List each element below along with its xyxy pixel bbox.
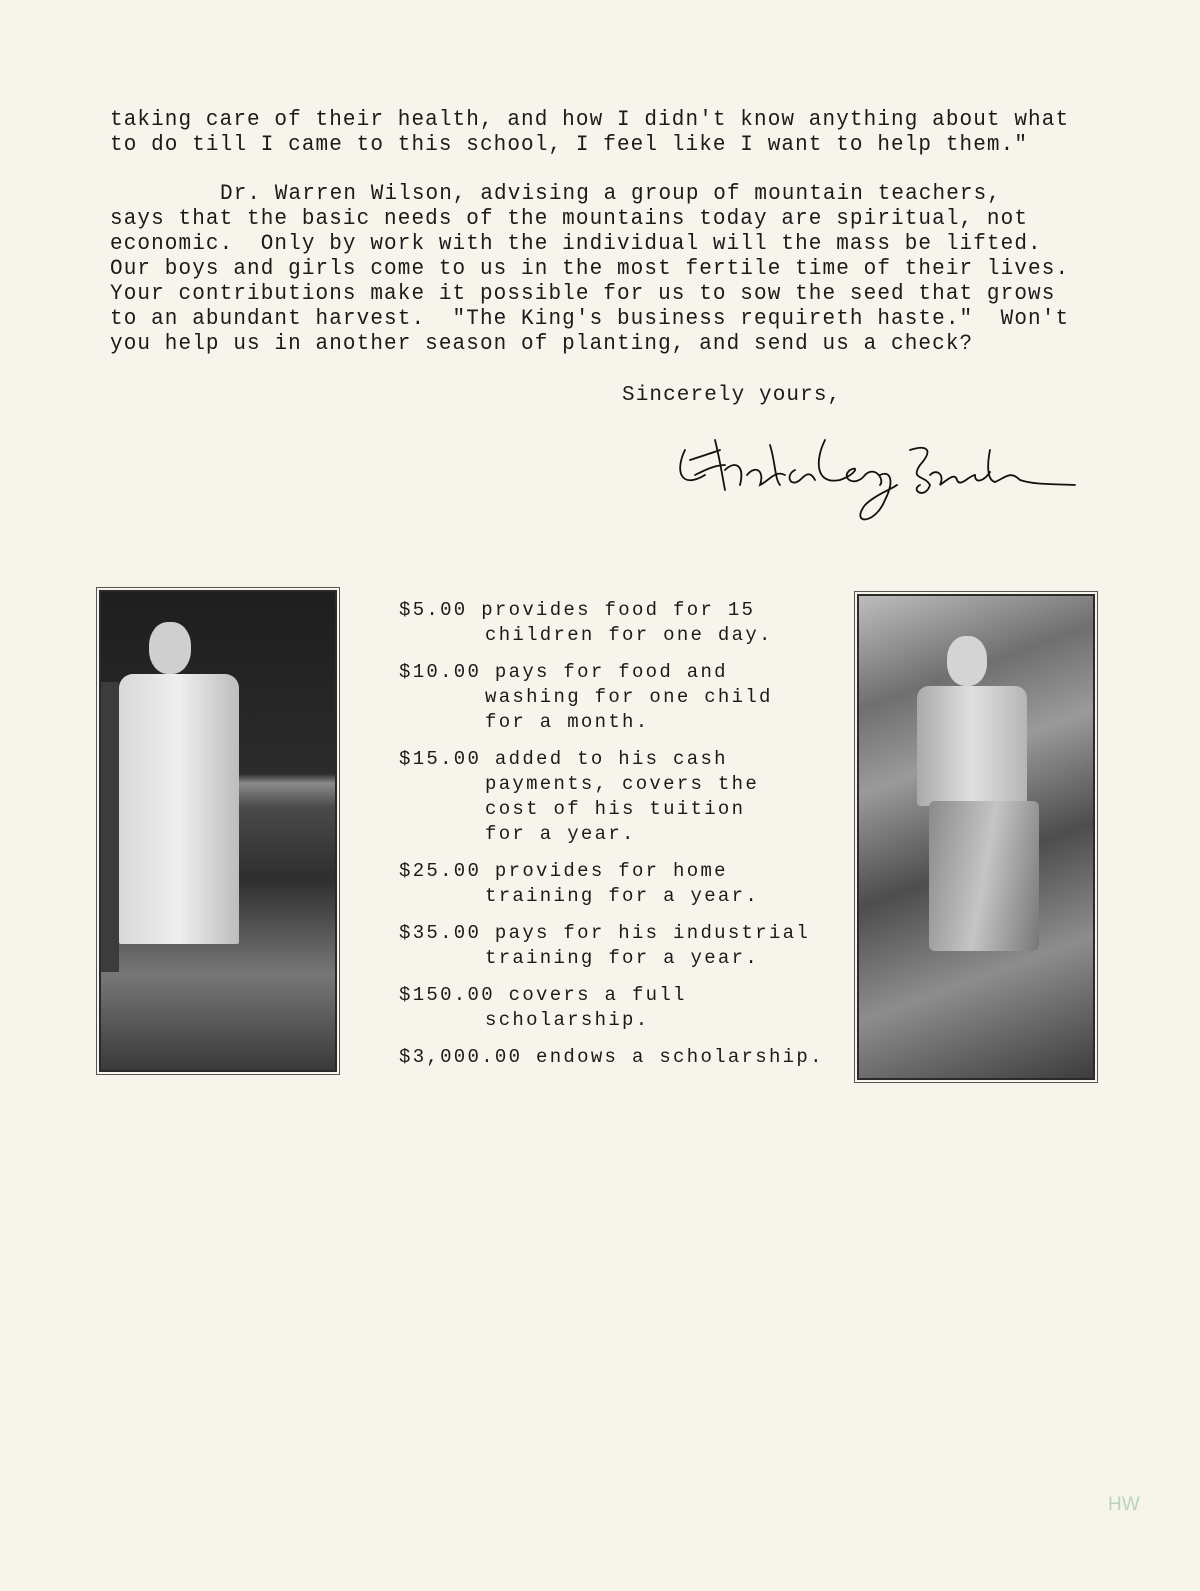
- donation-text: endows a scholarship.: [536, 1046, 824, 1068]
- donation-text: pays for his industrial: [494, 922, 811, 944]
- donation-text-continued: for a year.: [485, 823, 636, 845]
- donation-item: [399, 983, 839, 1033]
- letter-line: Our boys and girls come to us in the most fertile time of their lives.: [110, 257, 1070, 282]
- donation-item: [399, 598, 839, 648]
- letter-line: economic. Only by work with the individual will the mass be lifted.: [110, 232, 1042, 257]
- donation-amount: $5.00: [399, 599, 468, 621]
- donation-list: [399, 598, 839, 1082]
- donation-text-continued: cost of his tuition: [485, 798, 746, 820]
- figure-dress: [119, 674, 239, 944]
- letter-line: to do till I came to this school, I feel like I want to help them.": [110, 133, 1029, 158]
- letter-line: says that the basic needs of the mountains today are spiritual, not: [110, 207, 1029, 232]
- watermark: HW: [1108, 1494, 1140, 1515]
- donation-item: [399, 859, 839, 909]
- photo-girl: [99, 590, 337, 1072]
- signature: [675, 430, 1085, 540]
- letter-line: Dr. Warren Wilson, advising a group of mountain teachers,: [220, 182, 1002, 207]
- donation-text-continued: scholarship.: [485, 1009, 650, 1031]
- donation-text-continued: for a month.: [485, 711, 650, 733]
- donation-amount: $10.00: [399, 661, 482, 683]
- photo-boy: [857, 594, 1095, 1080]
- donation-text: pays for food and: [494, 661, 728, 683]
- figure-overalls: [929, 801, 1039, 951]
- donation-item: [399, 660, 839, 735]
- donation-text: covers a full: [508, 984, 687, 1006]
- donation-item: [399, 921, 839, 971]
- donation-text-continued: payments, covers the: [485, 773, 760, 795]
- donation-text: provides food for 15: [481, 599, 756, 621]
- letter-line: Your contributions make it possible for us to sow the seed that grows: [110, 282, 1056, 307]
- donation-amount: $15.00: [399, 748, 482, 770]
- donation-text: provides for home: [494, 860, 728, 882]
- donation-amount: $150.00: [399, 984, 495, 1006]
- donation-text: added to his cash: [494, 748, 728, 770]
- donation-amount: $25.00: [399, 860, 482, 882]
- donation-text-continued: children for one day.: [485, 624, 773, 646]
- donation-text-continued: training for a year.: [485, 947, 760, 969]
- donation-item: [399, 1045, 839, 1070]
- donation-text-continued: training for a year.: [485, 885, 760, 907]
- donation-text-continued: washing for one child: [485, 686, 773, 708]
- figure-head: [149, 622, 191, 674]
- donation-amount: $35.00: [399, 922, 482, 944]
- letter-line: to an abundant harvest. "The King's business requireth haste." Won't: [110, 307, 1070, 332]
- letter-line: you help us in another season of planting, and send us a check?: [110, 332, 974, 357]
- letter-line: taking care of their health, and how I didn't know anything about what: [110, 108, 1070, 133]
- donation-item: [399, 747, 839, 847]
- donation-amount: $3,000.00: [399, 1046, 523, 1068]
- closing: Sincerely yours,: [622, 384, 842, 407]
- figure-shirt: [917, 686, 1027, 806]
- figure-side: [101, 682, 119, 972]
- figure-head: [947, 636, 987, 686]
